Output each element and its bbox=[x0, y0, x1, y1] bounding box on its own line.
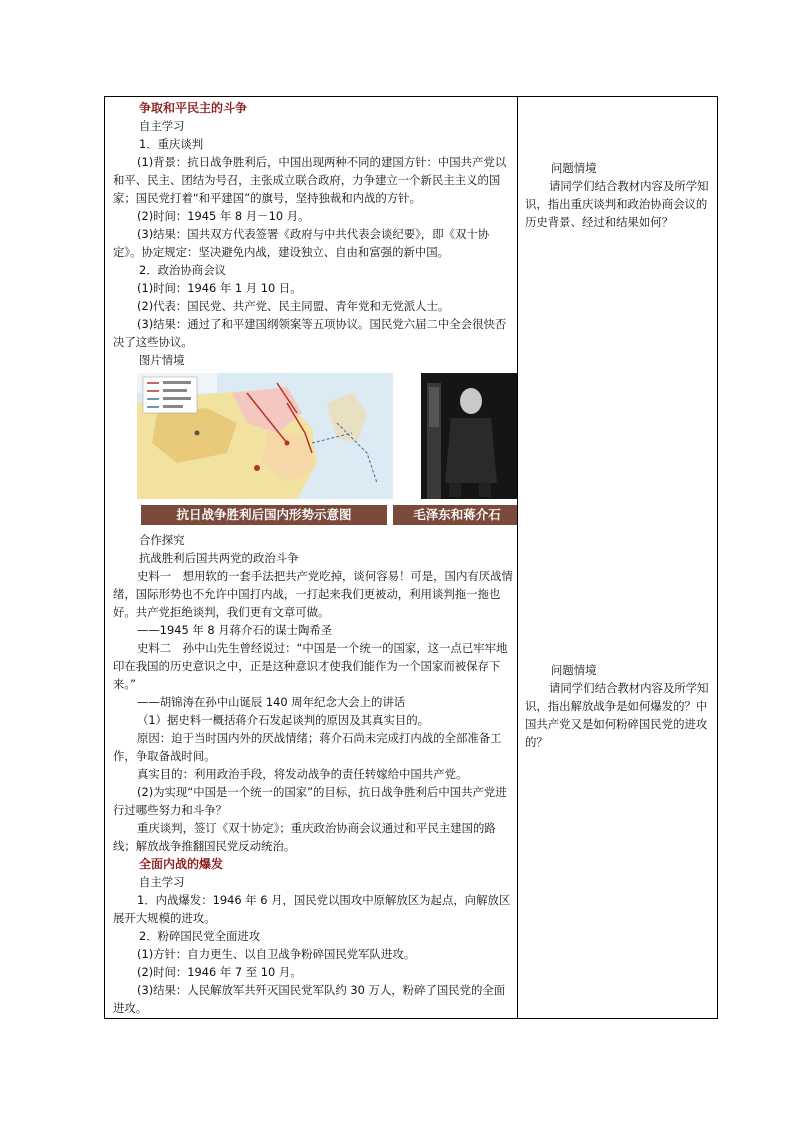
photo-caption: 毛泽东和蒋介石 bbox=[393, 505, 517, 525]
crush-offensive-policy: (1)方针：自力更生、以自卫战争粉碎国民党军队进攻。 bbox=[137, 947, 416, 961]
question-one: （1）据史料一概括蒋介石发起谈判的原因及其真实目的。 bbox=[137, 713, 430, 727]
self-study-label-2: 自主学习 bbox=[139, 875, 185, 889]
source-two-attribution: ——胡锦涛在孙中山诞辰 140 周年纪念大会上的讲话 bbox=[137, 695, 406, 709]
situation-map-image bbox=[137, 373, 393, 499]
pcc-heading: 2．政治协商会议 bbox=[139, 263, 226, 277]
question-situation-title-1: 问题情境 bbox=[551, 161, 597, 175]
question-situation-title-2: 问题情境 bbox=[551, 663, 597, 677]
cooperation-topic: 抗战胜利后国共两党的政治斗争 bbox=[139, 551, 299, 565]
cooperation-label: 合作探究 bbox=[139, 533, 185, 547]
crush-offensive-time: (2)时间：1946 年 7 至 10 月。 bbox=[137, 965, 302, 979]
question-situation-text-2: 请同学们结合教材内容及所学知识，指出解放战争是如何爆发的？中国共产党又是如何粉碎国民党的进攻的？ bbox=[525, 681, 709, 749]
pcc-time: (1)时间：1946 年 1 月 10 日。 bbox=[137, 281, 302, 295]
lesson-table bbox=[104, 96, 718, 1019]
section-title-civil-war: 全面内战的爆发 bbox=[139, 857, 224, 871]
picture-strip bbox=[137, 373, 517, 529]
question-two: (2)为实现“中国是一个统一的国家”的目标，抗日战争胜利后中国共产党进行过哪些努力和斗争？ bbox=[113, 785, 507, 817]
section-title-peace: 争取和平民主的斗争 bbox=[139, 101, 248, 115]
historical-photo-image bbox=[421, 373, 517, 499]
chongqing-background: (1)背景：抗日战争胜利后，中国出现两种不同的建国方针：中国共产党以和平、民主、团结为号召，主张成立联合政府，力争建立一个新民主主义的国家；国民党打着“和平建国”的旗号，坚持独裁和内战的方针。 bbox=[113, 155, 507, 205]
picture-situation-label: 图片情境 bbox=[139, 353, 185, 367]
crush-offensive-result: (3)结果：人民解放军共歼灭国民党军队约 30 万人，粉碎了国民党的全面进攻。 bbox=[113, 983, 506, 1015]
source-one-attribution: ——1945 年 8 月蒋介石的谋士陶希圣 bbox=[137, 623, 333, 637]
question-situation-text-1: 请同学们结合教材内容及所学知识，指出重庆谈判和政治协商会议的历史背景、经过和结果如何？ bbox=[525, 179, 709, 229]
pcc-representatives: (2)代表：国民党、共产党、民主同盟、青年党和无党派人士。 bbox=[137, 299, 450, 313]
answer-two: 重庆谈判，签订《双十协定》；重庆政治协商会议通过和平民主建国的路线；解放战争推翻国民党反动统治。 bbox=[113, 821, 496, 853]
chongqing-time: (2)时间：1945 年 8 月－10 月。 bbox=[137, 209, 310, 223]
chongqing-result: (3)结果：国共双方代表签署《政府与中共代表会谈纪要》，即《双十协定》。协定规定：坚决避免内战，建设独立、自由和富强的新中国。 bbox=[113, 227, 490, 259]
pcc-result: (3)结果：通过了和平建国纲领案等五项协议。国民党六届二中全会很快否决了这些协议。 bbox=[113, 317, 507, 349]
source-two: 史料二 孙中山先生曾经说过：“中国是一个统一的国家，这一点已牢牢地印在我国的历史意识之中，正是这种意识才使我们能作为一个国家而被保存下来。” bbox=[113, 641, 508, 691]
civil-war-outbreak: 1．内战爆发：1946 年 6 月，国民党以围攻中原解放区为起点，向解放区展开大规模的进攻。 bbox=[113, 893, 511, 925]
crush-offensive-heading: 2．粉碎国民党全面进攻 bbox=[139, 929, 261, 943]
right-block-one bbox=[525, 159, 715, 231]
map-caption: 抗日战争胜利后国内形势示意图 bbox=[141, 505, 387, 525]
source-one: 史料一 想用软的一套手法把共产党吃掉，谈何容易！可是，国内有厌战情绪，国际形势也不允许中国打内战，一打起来我们更被动，利用谈判拖一拖也好。共产党拒绝谈判，我们更有文章可做。 bbox=[113, 569, 513, 619]
self-study-label: 自主学习 bbox=[139, 119, 185, 133]
right-block-two bbox=[525, 661, 715, 751]
answer-one-reason: 原因：迫于当时国内外的厌战情绪；蒋介石尚未完成打内战的全部准备工作，争取备战时间。 bbox=[113, 731, 502, 763]
column-divider bbox=[517, 97, 518, 1018]
left-column bbox=[113, 99, 513, 1017]
answer-one-purpose: 真实目的：利用政治手段，将发动战争的责任转嫁给中国共产党。 bbox=[137, 767, 468, 781]
chongqing-heading: 1．重庆谈判 bbox=[139, 137, 204, 151]
